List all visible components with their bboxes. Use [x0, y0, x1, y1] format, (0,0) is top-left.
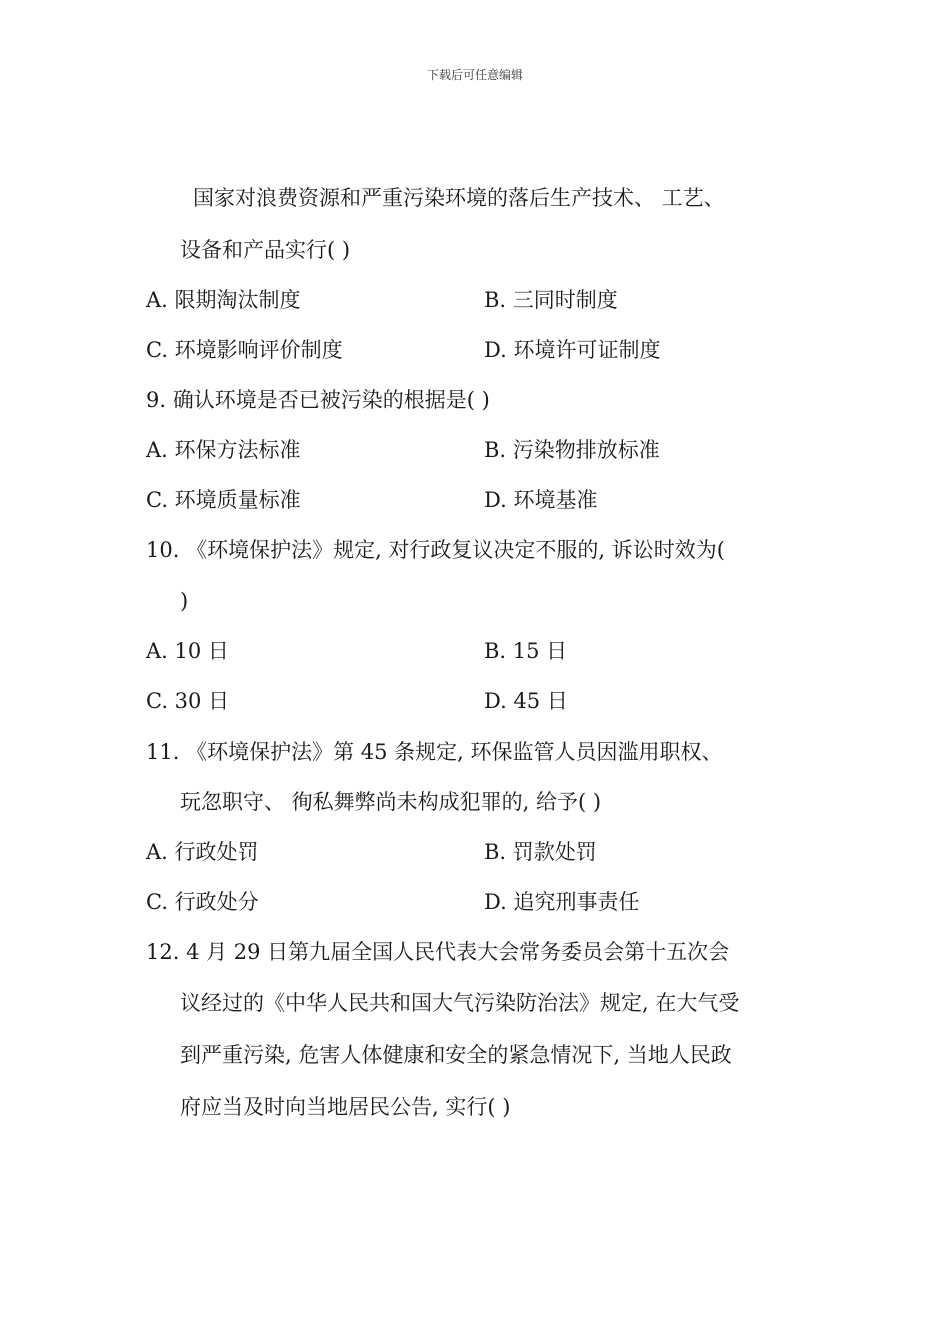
question-9-line-1: 9. 确认环境是否已被污染的根据是( ) [146, 388, 490, 412]
question-9-option-d: D. 环境基准 [484, 488, 598, 512]
question-8-option-a: A. 限期淘汰制度 [146, 288, 301, 312]
question-12-line-2: 议经过的《中华人民共和国大气污染防治法》规定, 在大气受 [180, 991, 740, 1015]
question-10-option-b: B. 15 日 [484, 639, 568, 663]
question-9-option-b: B. 污染物排放标准 [484, 438, 660, 462]
question-12-line-4: 府应当及时向当地居民公告, 实行( ) [180, 1095, 511, 1119]
question-12-line-1: 12. 4 月 29 日第九届全国人民代表大会常务委员会第十五次会 [146, 940, 730, 964]
question-10-option-a: A. 10 日 [146, 639, 229, 663]
question-10-line-1: 10. 《环境保护法》规定, 对行政复议决定不服的, 诉讼时效为( [146, 538, 725, 562]
question-9-option-a: A. 环保方法标准 [146, 438, 301, 462]
question-8-option-b: B. 三同时制度 [484, 288, 618, 312]
question-11-line-1: 11. 《环境保护法》第 45 条规定, 环保监管人员因滥用职权、 [146, 740, 723, 764]
question-11-option-d: D. 追究刑事责任 [484, 890, 640, 914]
question-8-option-c: C. 环境影响评价制度 [146, 338, 343, 362]
question-9-option-c: C. 环境质量标准 [146, 488, 301, 512]
question-10-line-2: ) [180, 589, 189, 613]
page-header: 下载后可任意编辑 [426, 68, 523, 82]
question-8-line-2: 设备和产品实行( ) [180, 238, 351, 262]
question-8-line-1: 国家对浪费资源和严重污染环境的落后生产技术、 工艺、 [193, 186, 725, 210]
question-11-option-a: A. 行政处罚 [146, 840, 259, 864]
question-12-line-3: 到严重污染, 危害人体健康和安全的紧急情况下, 当地人民政 [180, 1043, 732, 1067]
question-8-option-d: D. 环境许可证制度 [484, 338, 661, 362]
question-10-option-c: C. 30 日 [146, 689, 230, 713]
question-11-line-2: 玩忽职守、 徇私舞弊尚未构成犯罪的, 给予( ) [180, 790, 602, 814]
question-11-option-c: C. 行政处分 [146, 890, 259, 914]
question-11-option-b: B. 罚款处罚 [484, 840, 597, 864]
question-10-option-d: D. 45 日 [484, 689, 568, 713]
